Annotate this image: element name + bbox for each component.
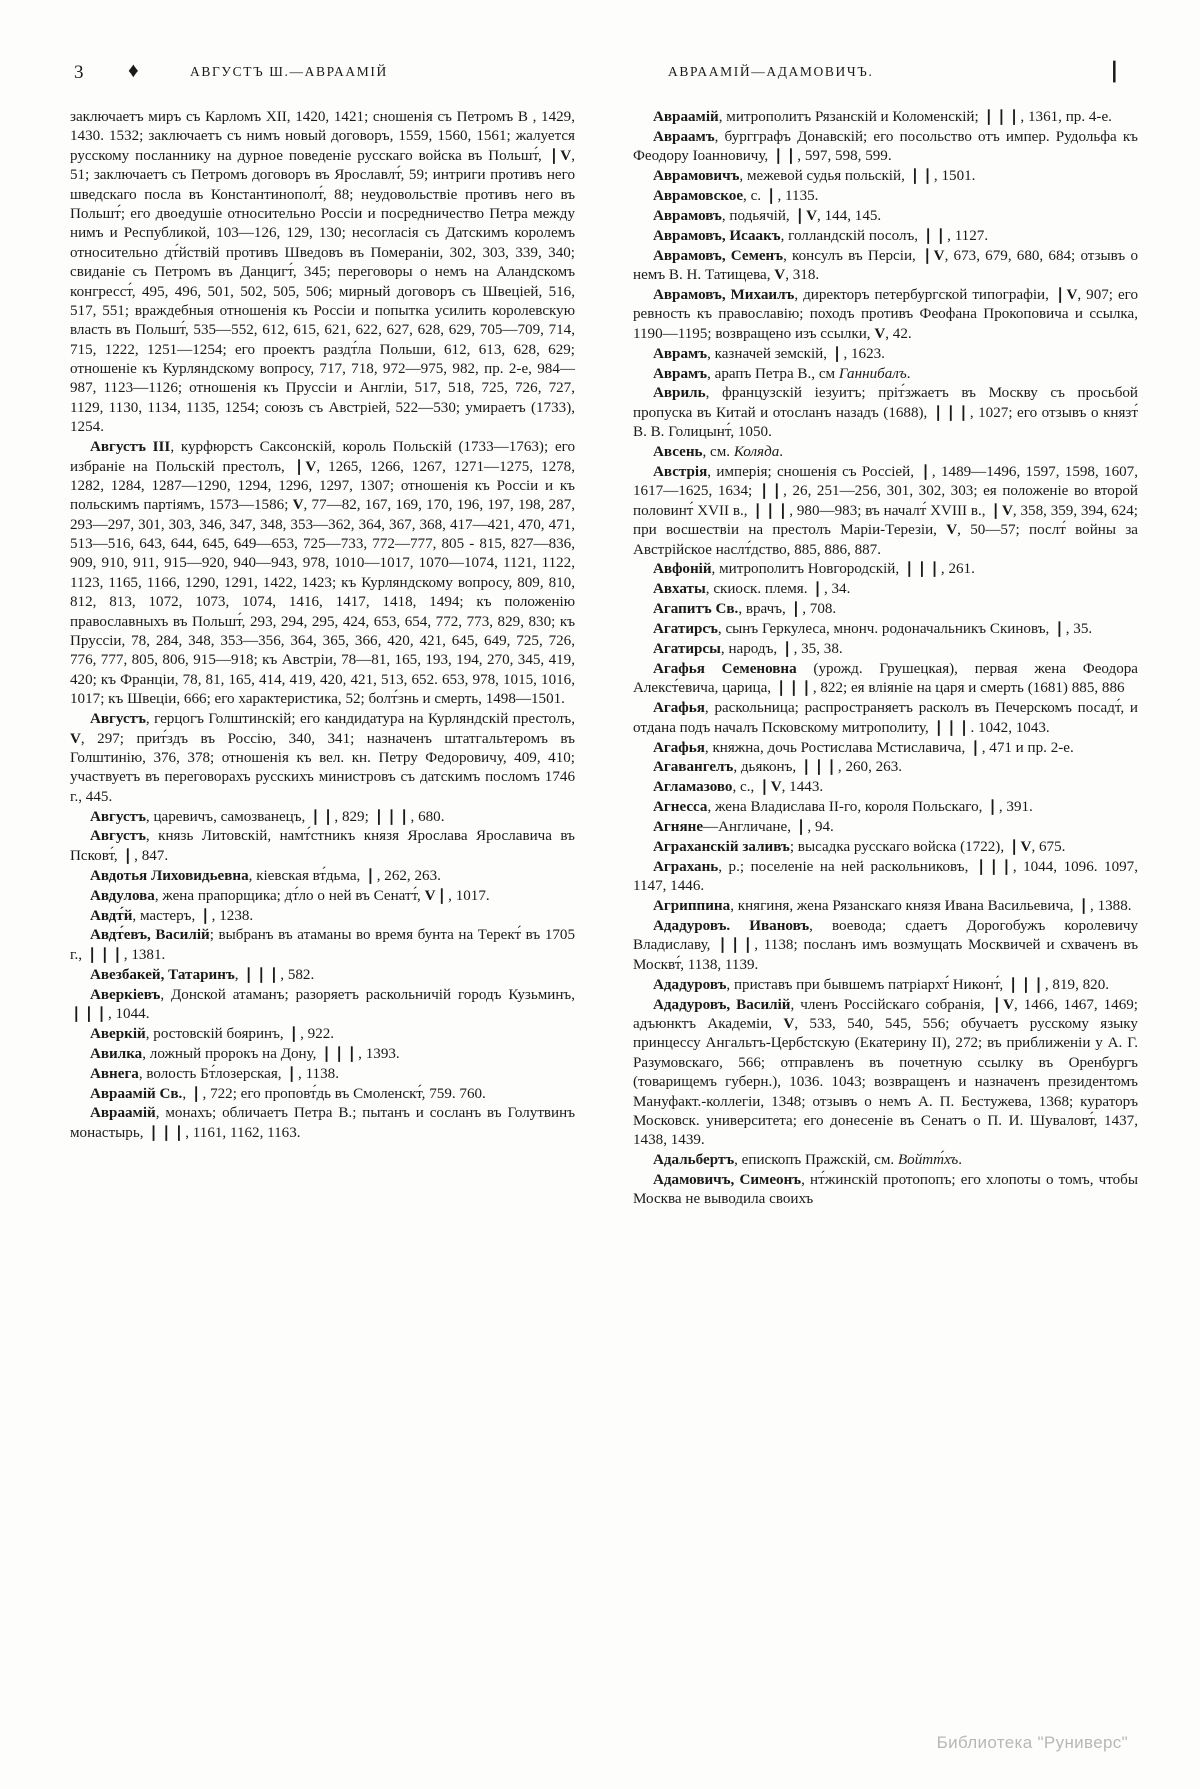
section-mark-icon: ♦ bbox=[128, 58, 140, 82]
index-entry: Аврамовъ, Исаакъ, голландскій посолъ, ❘❘, 1127. bbox=[653, 227, 989, 244]
index-entry: Агафья Семеновна (урожд. Грушецкая), первая жена Феодора Алекст́евича, царица, ❘❘❘, 822; ея вліяніе на царя и смерть (1681) 885, 886 bbox=[633, 660, 1138, 697]
index-entry: Аврамъ, казначей земскій, ❘, 1623. bbox=[653, 345, 885, 362]
index-entry: Аврамовичъ, межевой судья польскій, ❘❘, 1501. bbox=[653, 168, 976, 185]
index-entry: Агняне—Англичане, ❘, 94. bbox=[653, 819, 834, 836]
column-left bbox=[70, 108, 575, 1678]
index-entry: Австрія, имперія; сношенія съ Россіей, ❘, 1489—1496, 1597, 1598, 1607, 1617—1625, 1634; ❘❘, 26, 251—256, 301, 302, 303; ея положеніе во второй половинт́ XVII в., ❘❘❘, 980—983; въ началт́ XVIII в., ❘V, 358, 359, 394, 624; при восшествіи на престолъ Маріи-Терезіи, V, 50—57; послт́ войны за Австрійское наслт́дство, 885, 886, 887. bbox=[633, 464, 1138, 558]
index-entry: Авриль, французскій іезуитъ; пріт́зжаетъ въ Москву съ просьбой пропуска въ Китай и отосланъ назадъ (1688), ❘❘❘, 1027; его отзывъ о князт́ В. В. Голицынт́, 1050. bbox=[633, 385, 1138, 441]
index-entry: Авилка, ложный пророкъ на Дону, ❘❘❘, 1393. bbox=[90, 1045, 400, 1062]
column-right bbox=[633, 108, 1138, 1678]
index-entry: Адальбертъ, епископъ Пражскій, см. Войтт́хъ. bbox=[653, 1152, 963, 1169]
two-column-body bbox=[70, 108, 1138, 1678]
index-entry: Агатирсъ, сынъ Геркулеса, мнонч. родоначальникъ Скиновъ, ❘, 35. bbox=[653, 621, 1093, 638]
index-entry: Адамовичъ, Симеонъ, нт́жинскій протопопъ; его хлопоты о томъ, чтобы Москва не выводила своихъ bbox=[633, 1172, 1138, 1208]
index-entry: Авраамій, монахъ; обличаетъ Петра В.; пытанъ и сосланъ въ Голутвинъ монастырь, ❘❘❘, 1161, 1162, 1163. bbox=[70, 1105, 575, 1141]
index-entry: Аврамовъ, Семенъ, консулъ въ Персіи, ❘V, 673, 679, 680, 684; отзывъ о немъ В. Н. Татищева, V, 318. bbox=[633, 247, 1138, 284]
index-entry: Августъ III, курфюрстъ Саксонскій, король Польскій (1733—1763); его избраніе на Польскій престолъ, ❘V, 1265, 1266, 1267, 1271—1275, 1278, 1282, 1284, 1287—1290, 1294, 1296, 1297, 1307; отношенія къ Россіи и къ польскимъ партіямъ, 1573—1586; V, 77—82, 167, 169, 170, 196, 197, 198, 287, 293—297, 301, 303, 346, 347, 348, 353—362, 364, 367, 368, 417—421, 470, 471, 513—516, 643, 644, 645, 649—653, 725—733, 772—777, 805 - 815, 827—836, 909, 910, 911, 915—920, 940—943, 978, 1010—1017, 1070—1074, 1121, 1122, 1123, 1165, 1166, 1290, 1291, 1422, 1423; къ Курляндскому вопросу, 809, 810, 812, 813, 1072, 1073, 1074, 1416, 1417, 1418, 1494; къ положенію православныхъ въ Польшт́, 293, 294, 295, 424, 653, 654, 772, 773, 829, 830; къ Пруссіи, 78, 284, 348, 353—356, 364, 365, 366, 420, 421, 645, 649, 725, 726, 776, 777, 805, 806, 915—918; къ Австріи, 78—81, 165, 193, 194, 270, 345, 419, 420; къ Франціи, 78, 81, 165, 414, 419, 420, 421, 513, 652. 653, 978, 1015, 1016, 1017; къ Швеціи, 666; его характеристика, 52; болт́знь и смерть, 1498—1501. bbox=[70, 439, 576, 708]
running-head-left: АВГУСТЪ Ш.—АВРААМІЙ bbox=[190, 64, 388, 79]
index-entry: Агнесса, жена Владислава II-го, короля Польскаго, ❘, 391. bbox=[653, 799, 1033, 816]
index-entry: Аверкіевъ, Донской атаманъ; разоряетъ раскольничій городъ Кузьминъ, ❘❘❘, 1044. bbox=[70, 986, 575, 1022]
index-entry: Аврамовское, с. ❘, 1135. bbox=[653, 188, 819, 205]
library-watermark: Библиотека "Руниверс" bbox=[936, 1733, 1128, 1752]
index-entry: Ададуровъ, приставъ при бывшемъ патріархт́ Никонт́, ❘❘❘, 819, 820. bbox=[653, 976, 1110, 993]
index-entry: Агапитъ Св., врачъ, ❘, 708. bbox=[653, 601, 837, 618]
index-entry: Авдулова, жена прапорщика; дт́ло о ней въ Сенатт́, V❘, 1017. bbox=[90, 887, 490, 904]
index-entry: Агатирсы, народъ, ❘, 35, 38. bbox=[653, 641, 843, 658]
index-entry: Авезбакей, Татаринъ, ❘❘❘, 582. bbox=[90, 966, 315, 983]
index-entry: Аврамовъ, подьячій, ❘V, 144, 145. bbox=[653, 207, 882, 224]
index-entry: Ададуровъ, Василій, членъ Россійскаго собранія, ❘V, 1466, 1467, 1469; адъюнктъ Академіи, V, 533, 540, 545, 556; обучаетъ русскому языку принцессу Ангальтъ-Цербстскую (Екатерину II), 272; въ приближеніи у А. Г. Разумовскаго, 566; отправленъ въ почетную ссылку въ Оренбургъ (товарищемъ губерн.), 1036. 1043; возвращенъ и назначенъ президентомъ Мануфакт.-коллегіи, 1348; отзывъ о немъ А. П. Бестужева, 1368; кураторъ Московск. университета; его донесеніе въ Сенатъ о П. И. Шуваловт́, 1437, 1438, 1439. bbox=[633, 996, 1138, 1149]
index-entry: Ададуровъ. Ивановъ, воевода; сдаетъ Дорогобужъ королевичу Владиславу, ❘❘❘, 1138; посланъ имъ возмущать Москвичей и схваченъ въ Москвт́, 1138, 1139. bbox=[633, 918, 1138, 973]
index-entry: Авраамій Св., ❘, 722; его проповт́дь въ Смоленскт́, 759. 760. bbox=[90, 1085, 486, 1102]
index-entry: Агавангелъ, дьяконъ, ❘❘❘, 260, 263. bbox=[653, 759, 903, 776]
index-entry: Авнега, волость Бт́лозерская, ❘, 1138. bbox=[90, 1065, 339, 1082]
index-entry: Авсень, см. Коляда. bbox=[653, 444, 784, 461]
index-entry: Аверкій, ростовскій бояринъ, ❘, 922. bbox=[90, 1025, 335, 1042]
index-entry: Агламазово, с., ❘V, 1443. bbox=[653, 779, 824, 796]
folio-right: ❘ bbox=[1105, 58, 1124, 82]
index-entry: Аграхань, р.; поселеніе на ней раскольниковъ, ❘❘❘, 1044, 1096. 1097, 1147, 1446. bbox=[633, 858, 1138, 895]
running-head bbox=[70, 58, 1130, 84]
index-entry: заключаетъ миръ съ Карломъ XII, 1420, 1421; сношенія съ Петромъ В , 1429, 1430. 1532; заключаетъ съ нимъ новый договоръ, 1559, 1560, 1561; жалуется русскому посланнику на дурное поведеніе русскаго войска въ Польшт́, ❘V, 51; заключаетъ съ Петромъ договоръ въ Ярославлт́, 59; интриги противъ него шведскаго посла въ Константинополт́, 88; неудовольствіе противъ него въ Польшт́; его двоедушіе относительно Россіи и посредничество Петра между нимъ и Республикой, 103—126, 129, 130; несогласія съ Датскимъ королемъ относительно дт́йствій противъ Шведовъ въ Помераніи, 302, 303, 339, 340; свиданіе съ Петромъ въ Данцигт́, 345; переговоры о немъ на Аландскомъ конгресст́, 495, 496, 501, 502, 505, 506; мирный договоръ съ Швеціей, 516, 517, 551; враждебныя отношенія къ Россіи и попытка усилить королевскую власть въ Польшт́, 535—552, 612, 615, 621, 622, 627, 628, 629, 705—709, 714, 715, 1222, 1251—1254; его проектъ раздт́ла Польши, 612, 613, 628, 629; отношеніе къ Курляндскому вопросу, 717, 718, 972—975, 982, пр. 2-е, 984—987, 1123—1126; отношенія къ Пруссіи и Англіи, 517, 518, 725, 726, 727, 1129, 1130, 1134, 1135, 1254; союзъ съ Австріей, 522—530; умираетъ (1733), 1254. bbox=[70, 109, 575, 436]
index-entry: Авхаты, скиоск. племя. ❘, 34. bbox=[653, 581, 851, 598]
index-entry: Аграханскій заливъ; высадка русскаго войска (1722), ❘V, 675. bbox=[653, 838, 1066, 855]
index-entry: Аврамовъ, Михаилъ, директоръ петербургской типографіи, ❘V, 907; его ревность къ православію; походъ противъ Феофана Прокоповича и ссылка, 1190—1195; возвращено изъ ссылки, V, 42. bbox=[633, 287, 1139, 342]
index-entry: Агафья, княжна, дочь Ростислава Мстиславича, ❘, 471 и пр. 2-е. bbox=[653, 739, 1074, 756]
folio-left: 3 bbox=[74, 62, 85, 83]
running-head-right: АВРААМІЙ—АДАМОВИЧЪ. bbox=[668, 64, 874, 79]
index-entry: Аврамъ, арапъ Петра В., см Ганнибалъ. bbox=[653, 365, 911, 382]
index-entry: Авдт́евъ, Василій; выбранъ въ атаманы во время бунта на Терект́ въ 1705 г., ❘❘❘, 1381. bbox=[70, 927, 576, 963]
index-entry: Авдотья Лиховидьевна, кіевская вт́дьма, ❘, 262, 263. bbox=[90, 867, 441, 884]
index-entry: Авраамъ, бургграфъ Донавскій; его посольство отъ импер. Рудольфа къ Феодору Іоанновичу, ❘❘, 597, 598, 599. bbox=[633, 128, 1138, 165]
index-entry: Авдт́й, мастеръ, ❘, 1238. bbox=[90, 907, 254, 924]
index-entry: Агриппина, княгиня, жена Рязанскаго князя Ивана Васильевича, ❘, 1388. bbox=[653, 898, 1132, 915]
index-entry: Августъ, герцогъ Голштинскій; его кандидатура на Курляндскій престолъ, V, 297; прит́здъ въ Россію, 340, 341; назначенъ штатгальтеромъ въ Голштинію, 376, 378; отношенія къ вел. кн. Петру Федоровичу, 409, 410; участвуетъ въ переговорахъ русскихъ министровъ съ датскимъ посломъ 1746 г., 445. bbox=[70, 711, 575, 805]
index-entry: Августъ, князь Литовскій, намт́стникъ князя Ярослава Ярославича въ Псковт́, ❘, 847. bbox=[70, 828, 575, 864]
index-entry: Августъ, царевичъ, самозванецъ, ❘❘, 829; ❘❘❘, 680. bbox=[90, 808, 445, 825]
index-entry: Авфоній, митрополитъ Новгородскій, ❘❘❘, 261. bbox=[653, 561, 975, 578]
index-entry: Агафья, раскольница; распространяетъ расколъ въ Печерскомъ посадт́, и отдана подъ началъ Псковскому митрополиту, ❘❘❘. 1042, 1043. bbox=[633, 700, 1138, 736]
index-entry: Авраамій, митрополитъ Рязанскій и Коломенскій; ❘❘❘, 1361, пр. 4-е. bbox=[653, 109, 1112, 125]
